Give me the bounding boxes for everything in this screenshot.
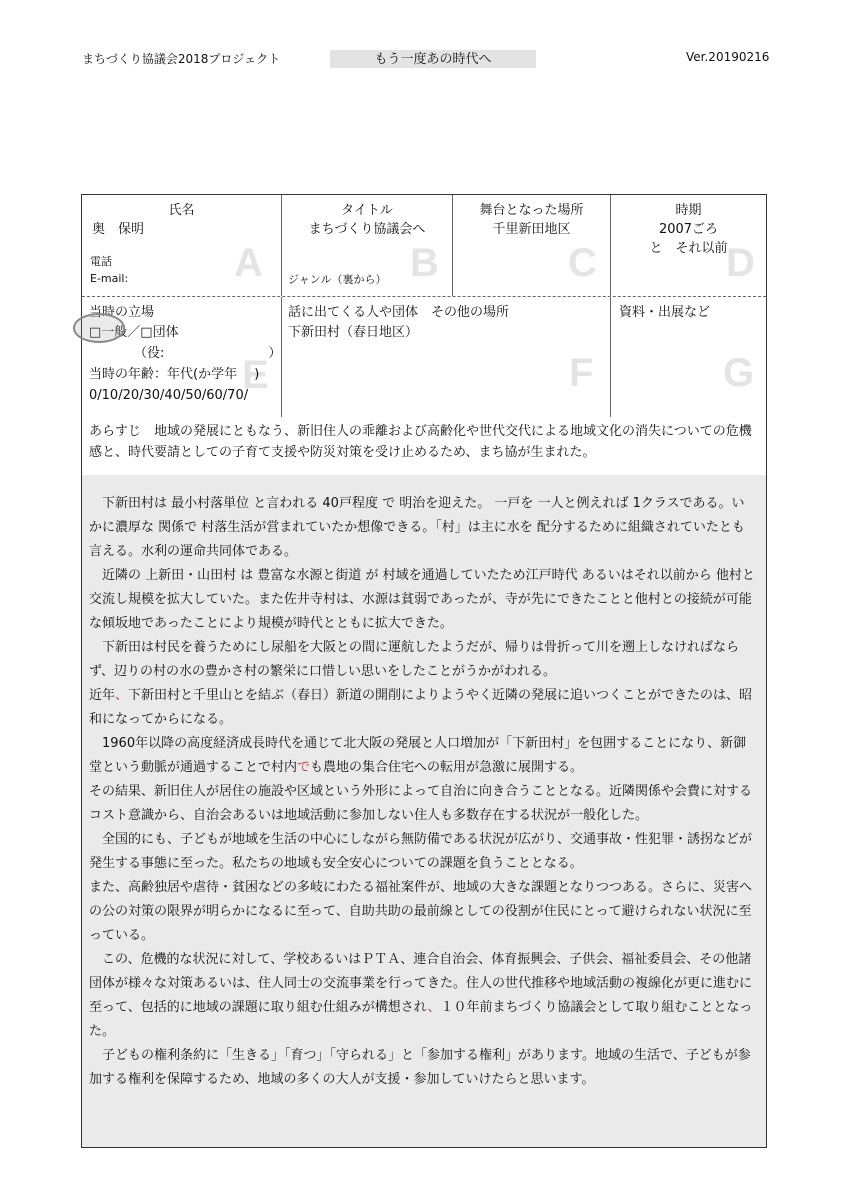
version-label: Ver.20190216 [686, 50, 770, 64]
paragraph: また、高齢独居や虐待・貧困などの多岐にわたる福祉案件が、地域の大きな課題となりつつある。さらに、災害への公の対策の限界が明らかになるに至って、自助共助の最前線としての役割が住民にとって避けられない状況に至っている。 [89, 880, 753, 943]
paragraph: 全国的にも、子どもが地域を生活の中心にしながら無防備である状況が広がり、交通事故・性犯罪・誘拐などが発生する事態に至った。私たちの地域も安全安心についての課題を負うこととなる。 [89, 832, 753, 871]
phone-label: 電話 [90, 255, 112, 268]
paragraph: その結果、新旧住人が居住の施設や区域という外形によって自治に向き合うこととなる。近隣関係や会費に対するコスト意識から、自治会あるいは地域活動に参加しない住人も多数存在する状況が一般化した。 [89, 784, 753, 823]
red-mark: 、 [115, 688, 129, 703]
section-letter-d: D [726, 241, 755, 285]
materials-label: 資料・出展など [619, 305, 711, 320]
page-title: もう一度あの時代へ [330, 50, 536, 68]
story-body [82, 475, 766, 1147]
period-value-2[interactable]: と それ以前 [649, 241, 728, 256]
place-label: 舞台となった場所 [479, 203, 584, 218]
project-name: まちづくり協議会2018プロジェクト [82, 52, 281, 66]
name-value[interactable]: 奥 保明 [92, 222, 145, 237]
paragraph: 下新田は村民を養うためにし尿船を大阪との間に運航したようだが、帰りは骨折って川を遡上しなければならず、辺りの村の水の豊かさ村の繁栄に口惜しい思いをしたことがうかがわれる。 [89, 640, 740, 679]
period-cell [611, 195, 766, 296]
red-mark: 、 [427, 1000, 441, 1015]
period-label: 時期 [675, 203, 702, 218]
name-label: 氏名 [168, 203, 195, 218]
age-options[interactable]: 0/10/20/30/40/50/60/70/ [89, 388, 249, 403]
title-label: タイトル [341, 203, 393, 218]
name-cell [82, 195, 281, 296]
section-letter-b: B [410, 241, 439, 285]
paragraph: この、危機的な状況に対して、学校あるいはＰＴＡ、連合自治会、体育振興会、子供会、福祉委員会、その他諸団体が様々な対策あるいは、住人同士の交流事業を行ってきた。住人の世代推移や地域活動の複線化が更に進むに至って、包括的に地域の課題に取り組む仕組みが構想され、１０年前まちづくり協議会として取り組むこととなった。 [89, 952, 753, 1039]
period-value[interactable]: 2007ごろ [658, 222, 719, 237]
section-letter-g: G [723, 351, 755, 395]
red-mark: で [297, 760, 311, 775]
age-field[interactable]: 当時の年齢：年代(か学年 ) [89, 367, 260, 382]
people-label: 話に出てくる人や団体 その他の場所 [288, 305, 510, 320]
paragraph: 下新田村は 最小村落単位 と言われる 40戸程度 で 明治を迎えた。 一戸を 一人と例えれば 1クラスである。いかに濃厚な 関係で 村落生活が営まれていたか想像できる。「村」は主に水を 配分するために組織されていたとも言える。水利の運命共同体である。 [89, 496, 745, 559]
paragraph: 近隣の 上新田・山田村 は 豊富な水源と街道 が 村域を通過していたため江戸時代 あるいはそれ以前から 他村と交流し規模を拡大していた。また佐井寺村は、水源は貧弱であったが、寺が先にできたことと他村との接続が可能な傾坂地であったことにより規模が時代とともに拡大できた。 [89, 568, 755, 631]
story-form [81, 194, 767, 1148]
position-label: 当時の立場 [89, 305, 155, 320]
role-field[interactable]: （役: ） [134, 346, 281, 361]
section-letter-e: E [242, 353, 269, 397]
paragraph: 近年、下新田村と千里山とを結ぶ（春日）新道の開削によりようやく近隣の発展に追いつくことができたのは、昭和になってからになる。 [89, 688, 753, 727]
form-row-basic-info [82, 195, 766, 296]
section-letter-a: A [234, 241, 263, 285]
people-value[interactable]: 下新田村（春日地区） [288, 325, 419, 340]
synopsis: あらすじ 地域の発展にともなう、新旧住人の乖離および高齢化や世代交代による地域文化の消失についての危機感と、時代要請としての子育て支援や防災対策を受け止めるため、まち協が生まれた。 [82, 417, 766, 475]
place-cell [453, 195, 610, 296]
title-value[interactable]: まちづくり協議会へ [308, 222, 426, 237]
section-letter-f: F [569, 351, 594, 395]
paragraph: 子どもの権利条約に「生きる」「育つ」「守られる」と「参加する権利」があります。地域の生活で、子どもが参加する権利を保障するため、地域の多くの大人が支援・参加していけたらと思います。 [89, 1048, 751, 1087]
place-value[interactable]: 千里新田地区 [492, 222, 571, 237]
genre-label: ジャンル（裏から） [288, 273, 387, 286]
email-label: E-mail: [90, 272, 129, 285]
form-row-context [82, 296, 766, 418]
paragraph: 1960年以降の高度経済成長時代を通じて北大阪の発展と人口増加が「下新田村」を包囲することになり、新御堂という動脈が通過することで村内でも農地の集合住宅への転用が急激に展開する。 [89, 736, 747, 775]
materials-cell [611, 297, 766, 418]
position-options[interactable]: □一般／□団体 [89, 325, 179, 340]
people-cell [282, 297, 610, 418]
title-cell [282, 195, 452, 296]
selection-circle [73, 313, 125, 343]
section-letter-c: C [568, 241, 597, 285]
